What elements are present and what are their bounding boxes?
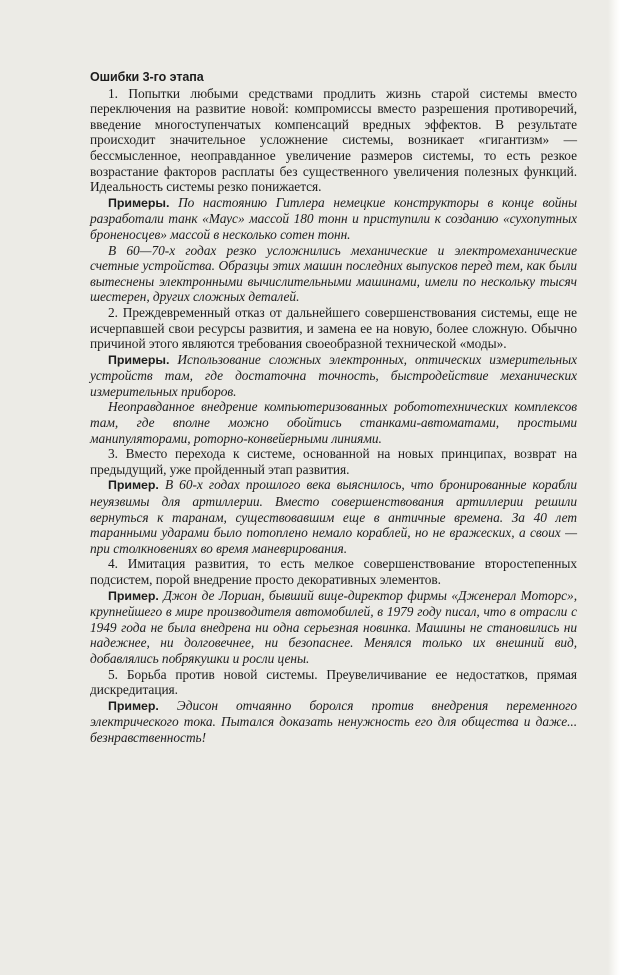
error-4-paragraph: 4. Имитация развития, то есть мелкое совершенствование второстепенных подсистем, порой внедрение просто декоративных элементов. bbox=[90, 556, 577, 587]
example-label: Примеры. bbox=[108, 352, 170, 367]
example-text: В 60-х годах прошлого века выяснилось, что бронированные корабли неуязвимы для артиллерии. Вместо совершенствования артиллерии решили вернуться к таранам, существовавшим еще в античные времена. За 40 лет таранными ударами было потоплено немало кораблей, но не вражеских, а своих — при столкновениях во время маневрирования. bbox=[90, 477, 577, 556]
example-paragraph bbox=[90, 698, 577, 746]
example-paragraph bbox=[90, 352, 577, 400]
error-3-paragraph: 3. Вместо перехода к системе, основанной на новых принципах, возврат на предыдущий, уже пройденный этап развития. bbox=[90, 446, 577, 477]
error-2-paragraph: 2. Преждевременный отказ от дальнейшего совершенствования системы, еще не исчерпавшей свои ресурсы развития, и замена ее на новую, более сложную. Обычно причиной этого являются требования своеобразной технической «моды». bbox=[90, 304, 577, 352]
example-paragraph bbox=[90, 477, 577, 556]
page-text bbox=[90, 70, 577, 746]
example-continuation: Неоправданное внедрение компьютеризованных робототехнических комплексов там, где вполне можно обойтись станками-автоматами, простыми манипуляторами, роторно-конвейерными линиями. bbox=[90, 399, 577, 446]
page-edge bbox=[608, 0, 620, 975]
example-text: Эдисон отчаянно боролся против внедрения переменного электрического тока. Пытался доказать ненужность его для общества и даже... безнравственность! bbox=[90, 697, 577, 745]
example-label: Пример. bbox=[108, 588, 159, 603]
example-label: Примеры. bbox=[108, 195, 170, 210]
example-paragraph bbox=[90, 195, 577, 243]
example-label: Пример. bbox=[108, 478, 159, 493]
example-text: Использование сложных электронных, оптических измерительных устройств там, где достаточна точность, быстродействие механических измерительных приборов. bbox=[90, 351, 577, 399]
error-5-paragraph: 5. Борьба против новой системы. Преувеличивание ее недостатков, прямая дискредитация. bbox=[90, 666, 577, 698]
example-paragraph bbox=[90, 588, 577, 667]
example-continuation: В 60—70-х годах резко усложнились механические и электромеханические счетные устройства. Образцы этих машин последних выпусков перед тем, как были вытеснены электронными вычислительными машинами, имели по нескольку тысяч шестерен, других сложных деталей. bbox=[90, 242, 577, 305]
example-text: По настоянию Гитлера немецкие конструкторы в конце войны разработали танк «Маус» массой 180 тонн и приступили к созданию «сухопутных броненосцев» массой в несколько сотен тонн. bbox=[90, 194, 577, 242]
example-label: Пример. bbox=[108, 698, 159, 713]
section-heading: Ошибки 3-го этапа bbox=[90, 70, 204, 84]
error-1-paragraph: 1. Попытки любыми средствами продлить жизнь старой системы вместо переключения на развитие новой: компромиссы вместо разрешения противоречий, введение многоступенчатых компенсаций вредных эффектов. В результате происходит значительное усложнение системы, возникает «гигантизм» — бессмысленное, неоправданное увеличение размеров системы, то есть резкое возрастание факторов расплаты без существенного увеличения полезных функций. Идеальность системы резко понижается. bbox=[90, 85, 577, 195]
example-text: Джон де Лориан, бывший вице-директор фирмы «Дженерал Моторс», крупнейшего в мире производителя автомобилей, в 1979 году писал, что в отрасли с 1949 года не была внедрена ни одна серьезная новинка. Машины не становились ни надежнее, ни долговечнее, ни безопаснее. Менялся только их внешний вид, добавлялись побрякушки и росли цены. bbox=[90, 587, 577, 666]
